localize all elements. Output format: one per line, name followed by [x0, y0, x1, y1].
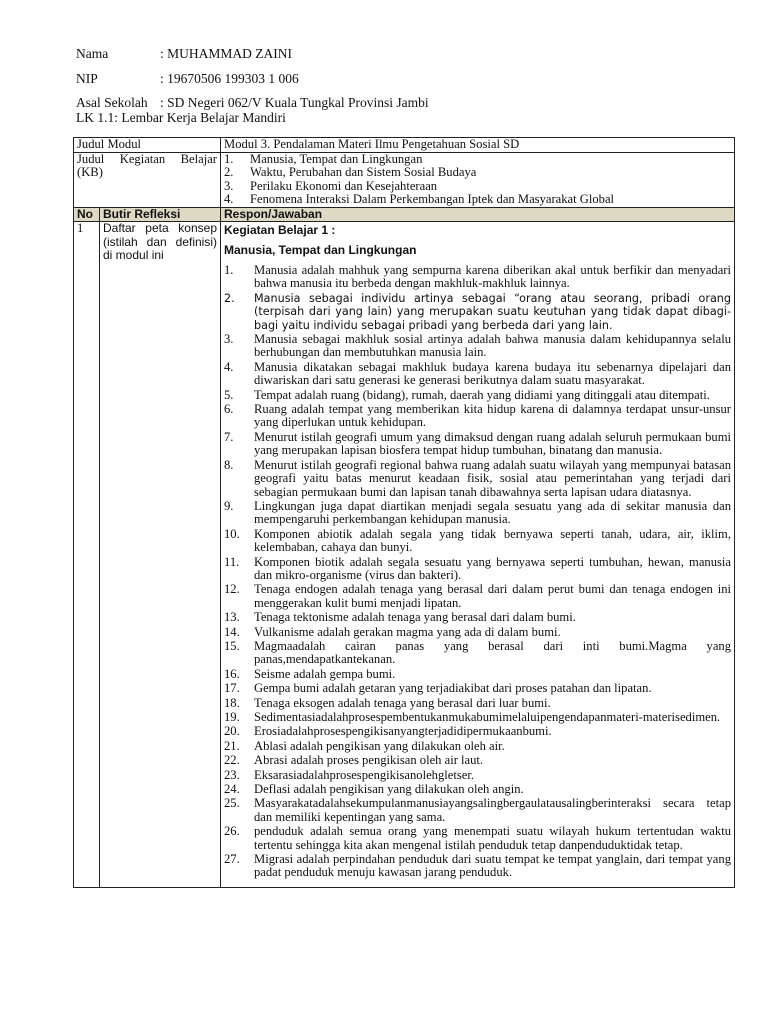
list-item — [224, 459, 731, 499]
list-item — [224, 797, 731, 824]
list-item — [224, 825, 731, 852]
concept-text: Tenaga endogen adalah tenaga yang berasal dari dalam perut bumi dan tenaga endogen ini menggerakan kulit bumi menjadi lipatan. — [254, 582, 731, 610]
judul-modul-label: Judul Modul — [74, 138, 221, 153]
concept-text: Tempat adalah ruang (bidang), rumah, daerah yang didiami yang ditinggali atau ditempati. — [254, 387, 710, 402]
concept-number: 19. — [224, 710, 240, 724]
kb-list-cell — [221, 152, 735, 207]
kb-label: Judul Kegiatan Belajar (KB) — [74, 152, 221, 207]
concept-number: 3. — [224, 332, 234, 347]
concept-number: 15. — [224, 638, 240, 653]
butir-refleksi-text: Daftar peta konsep (istilah dan definisi) di modul ini — [100, 222, 221, 888]
concept-text: Lingkungan juga dapat diartikan menjadi segala sesuatu yang ada di sekitar manusia dan mempengaruhi perkembangan kehidupan manusia. — [254, 498, 731, 527]
kb-item-text: Perilaku Ekonomi dan Kesejahteraan — [250, 178, 438, 193]
list-item — [224, 153, 731, 167]
row-number: 1 — [74, 222, 100, 888]
response-cell — [221, 222, 735, 888]
kb-item-text: Fenomena Interaksi Dalam Perkembangan Iptek dan Masyarakat Global — [250, 192, 615, 206]
concept-number: 18. — [224, 695, 240, 710]
concept-number: 2. — [224, 291, 235, 305]
identity-header — [76, 42, 429, 116]
list-item — [224, 711, 731, 724]
concept-text: Ablasi adalah pengikisan yang dilakukan oleh air. — [254, 738, 505, 753]
list-item — [224, 166, 731, 180]
concept-text: Seisme adalah gempa bumi. — [254, 666, 396, 681]
nama-row — [76, 42, 429, 67]
col-butir-header: Butir Refleksi — [100, 207, 221, 222]
list-item — [224, 668, 731, 681]
list-item — [224, 389, 731, 402]
lk-title: LK 1.1: Lembar Kerja Belajar Mandiri — [76, 110, 286, 125]
concept-number: 7. — [224, 429, 234, 444]
kb-item-number: 3. — [224, 178, 234, 193]
concept-number: 21. — [224, 738, 240, 753]
concept-number: 9. — [224, 498, 234, 513]
concept-list — [224, 264, 731, 880]
concept-number: 11. — [224, 554, 240, 569]
concept-number: 1. — [224, 263, 234, 277]
col-no-header: No — [74, 207, 100, 222]
list-item — [224, 682, 731, 695]
judul-modul-row — [74, 138, 735, 153]
list-item — [224, 193, 731, 207]
list-item — [224, 783, 731, 796]
concept-text: Tenaga eksogen adalah tenaga yang berasal dari luar bumi. — [254, 695, 551, 710]
list-item — [224, 640, 731, 667]
list-item — [224, 500, 731, 527]
response-subtitle: Manusia, Tempat dan Lingkungan — [224, 242, 417, 257]
concept-number: 27. — [224, 852, 240, 867]
nama-value: : MUHAMMAD ZAINI — [160, 46, 292, 61]
concept-number: 13. — [224, 610, 240, 625]
list-item — [224, 431, 731, 458]
concept-text: Komponen biotik adalah segala sesuatu yang bernyawa seperti tumbuhan, hewan, manusia dan mikro-organisme (virus dan bakteri). — [254, 554, 731, 582]
concept-text: Sedimentasiadalahprosespembentukanmukabumimelaluipengendapanmateri-materisedimen. — [254, 710, 721, 724]
kb-item-number: 1. — [224, 151, 234, 166]
concept-number: 26. — [224, 824, 240, 839]
list-item — [224, 403, 731, 430]
kb-item-number: 2. — [224, 165, 234, 179]
sekolah-value: : SD Negeri 062/V Kuala Tungkal Provinsi Jambi — [160, 95, 429, 110]
concept-text: Abrasi adalah proses pengikisan oleh air laut. — [254, 753, 484, 768]
concept-number: 20. — [224, 724, 240, 739]
worksheet-table — [73, 137, 735, 888]
concept-text: Menurut istilah geografi umum yang dimaksud dengan ruang adalah seluruh permukaan bumi yang merupakan lapisan biosfera tempat hidup tumbuhan, binatang dan manusia. — [254, 429, 731, 458]
col-respon-header: Respon/Jawaban — [221, 207, 735, 222]
concept-text: Komponen abiotik adalah segala yang tidak bernyawa seperti tanah, udara, air, iklim, kelembaban, cahaya dan bunyi. — [254, 526, 731, 555]
concept-number: 12. — [224, 582, 240, 597]
concept-text: Gempa bumi adalah getaran yang terjadiakibat dari proses patahan dan lipatan. — [254, 681, 652, 696]
concept-text: Manusia sebagai makhluk sosial artinya adalah bahwa manusia dalam kehidupannya selalu berhubungan dan membutuhkan manusia lain. — [254, 332, 731, 360]
list-item — [224, 583, 731, 610]
list-item — [224, 528, 731, 555]
concept-text: Erosiadalahprosespengikisanyangterjadidipermukaanbumi. — [254, 724, 552, 739]
concept-text: Magmaadalah cairan panas yang berasal dari inti bumi.Magma yang panas,mendapatkantekanan. — [254, 638, 731, 667]
nip-row — [76, 67, 429, 92]
list-item — [224, 361, 731, 388]
concept-text: Deflasi adalah pengikisan yang dilakukan oleh angin. — [254, 782, 524, 797]
list-item — [224, 853, 731, 880]
kb-list — [224, 153, 731, 207]
list-item — [224, 180, 731, 194]
concept-text: Menurut istilah geografi regional bahwa ruang adalah suatu wilayah yang mempunyai batasan geografi yaitu batas menurut keadaan fisik, sosial atau pemerintahan yang terjadi dari sebagian permukaan bumi dan lapisan tanah dibawahnya serta lapisan udara diatasnya. — [254, 457, 731, 499]
concept-number: 14. — [224, 624, 240, 639]
concept-number: 8. — [224, 457, 234, 472]
judul-modul-value: Modul 3. Pendalaman Materi Ilmu Pengetahuan Sosial SD — [221, 138, 735, 153]
list-item — [224, 264, 731, 291]
list-item — [224, 754, 731, 767]
list-item — [224, 333, 731, 360]
list-item — [224, 626, 731, 639]
table-header-row — [74, 207, 735, 222]
list-item — [224, 611, 731, 624]
concept-text: Tenaga tektonisme adalah tenaga yang berasal dari dalam bumi. — [254, 610, 576, 625]
nama-label: Nama — [76, 46, 109, 61]
concept-text: Migrasi adalah perpindahan penduduk dari suatu tempat ke tempat yanglain, dari tempat yang padat penduduk menuju kawasan jarang penduduk. — [254, 852, 731, 880]
concept-text: Manusia adalah mahhuk yang sempurna karena diberikan akal untuk berfikir dan menyadari bahwa manusia itu berbeda dengan makhluk-makhluk lainnya. — [254, 263, 731, 291]
concept-number: 6. — [224, 402, 234, 417]
concept-number: 16. — [224, 666, 240, 681]
concept-text: Manusia sebagai individu artinya sebagai “orang atau seorang, pribadi orang (terpisah dari yang lain) yang merupakan suatu keutuhan yang tidak dapat dibagi-bagi yaitu individu sebagai pribadi yang berbeda dari yang lain. — [254, 291, 731, 332]
concept-text: Eksarasiadalahprosespengikisanolehgletser. — [254, 767, 474, 782]
kb-item-number: 4. — [224, 192, 234, 206]
concept-number: 23. — [224, 767, 240, 782]
kb-row — [74, 152, 735, 207]
concept-number: 5. — [224, 387, 234, 402]
concept-text: Vulkanisme adalah gerakan magma yang ada di dalam bumi. — [254, 624, 561, 639]
list-item — [224, 697, 731, 710]
list-item — [224, 769, 731, 782]
concept-text: Manusia dikatakan sebagai makhluk budaya karena budaya itu sebenarnya dipelajari dan diwariskan dari satu generasi ke generasi berikutnya dalam suatu masyarakat. — [254, 359, 731, 388]
concept-number: 17. — [224, 681, 240, 696]
concept-text: Masyarakatadalahsekumpulanmanusiayangsalingbergaulatausalingberinteraksi secara tetap dan memiliki kepentingan yang sama. — [254, 796, 731, 824]
concept-text: Ruang adalah tempat yang memberikan kita hidup karena di dalamnya terdapat unsur-unsur yang diperlukan untuk kehidupan. — [254, 402, 731, 430]
kb-item-text: Waktu, Perubahan dan Sistem Sosial Budaya — [250, 165, 477, 179]
list-item — [224, 740, 731, 753]
nip-value: : 19670506 199303 1 006 — [160, 70, 299, 86]
table-row — [74, 222, 735, 888]
concept-text: penduduk adalah semua orang yang menempati suatu wilayah hukum tertentudan waktu tertentu sehingga kita akan mengenal istilah penduduk tetap danpenduduktidak tetap. — [254, 824, 731, 852]
concept-number: 10. — [224, 526, 240, 541]
list-item — [224, 556, 731, 583]
concept-number: 25. — [224, 796, 240, 811]
concept-number: 24. — [224, 782, 240, 797]
sekolah-label: Asal Sekolah — [76, 95, 148, 110]
list-item — [224, 292, 731, 332]
concept-number: 22. — [224, 753, 240, 768]
nip-label: NIP — [76, 70, 98, 86]
kb-item-text: Manusia, Tempat dan Lingkungan — [250, 151, 423, 166]
list-item — [224, 725, 731, 738]
concept-number: 4. — [224, 359, 234, 374]
response-title: Kegiatan Belajar 1 : — [224, 223, 336, 237]
